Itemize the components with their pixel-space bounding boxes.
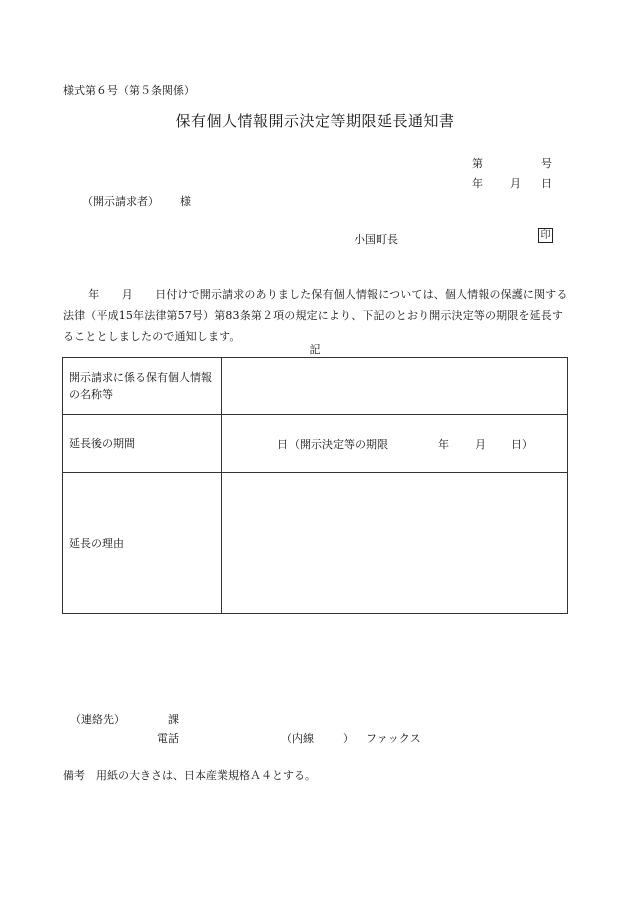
contact-label: （連絡先） <box>70 713 125 726</box>
contact-extension: （内線 <box>281 732 314 745</box>
period-year: 年 <box>438 438 449 451</box>
contact-fax: ファックス <box>366 732 421 745</box>
seal-icon: 印 <box>538 228 553 243</box>
table-row <box>63 358 568 415</box>
date-day-label: 日 <box>541 177 552 190</box>
info-name-value <box>222 358 568 415</box>
table-row <box>63 415 568 473</box>
honorific-label: 様 <box>180 195 191 208</box>
document-title: 保有個人情報開示決定等期限延長通知書 <box>175 112 455 130</box>
period-month: 月 <box>475 438 486 451</box>
contact-tel: 電話 <box>157 732 179 745</box>
extension-reason-value <box>222 473 568 614</box>
period-paren-text: （開示決定等の期限 <box>289 438 388 451</box>
extended-period-value <box>222 415 568 473</box>
doc-number-prefix: 第 <box>472 157 483 170</box>
contact-section: 課 <box>168 713 179 726</box>
remark-note: 備考 用紙の大きさは、日本産業規格Ａ４とする。 <box>63 769 316 782</box>
extension-reason-label: 延長の理由 <box>63 473 222 614</box>
notice-body <box>63 284 569 347</box>
form-number: 様式第６号（第５条関係） <box>63 84 195 97</box>
date-year-label: 年 <box>472 177 483 190</box>
info-name-label: 開示請求に係る保有個人情報の名称等 <box>63 358 222 415</box>
ki-heading: 記 <box>309 343 321 356</box>
extended-period-label: 延長後の期間 <box>63 415 222 473</box>
period-day-close: 日） <box>511 438 533 451</box>
contact-extension-close: ） <box>343 732 354 745</box>
period-day: 日 <box>277 438 288 451</box>
date-month-label: 月 <box>510 177 521 190</box>
doc-number-suffix: 号 <box>541 157 552 170</box>
requester-label: （開示請求者） <box>82 195 159 208</box>
notice-body-text: 年 月 日付けで開示請求のありました保有個人情報については、個人情報の保護に関する法律（平成15年法律第57号）第83条第２項の規定により、下記のとおり開示決定等の期限を延長することとしましたので通知します。 <box>63 288 568 343</box>
detail-table <box>62 357 568 614</box>
issuer-name: 小国町長 <box>354 233 398 246</box>
table-row <box>63 473 568 614</box>
